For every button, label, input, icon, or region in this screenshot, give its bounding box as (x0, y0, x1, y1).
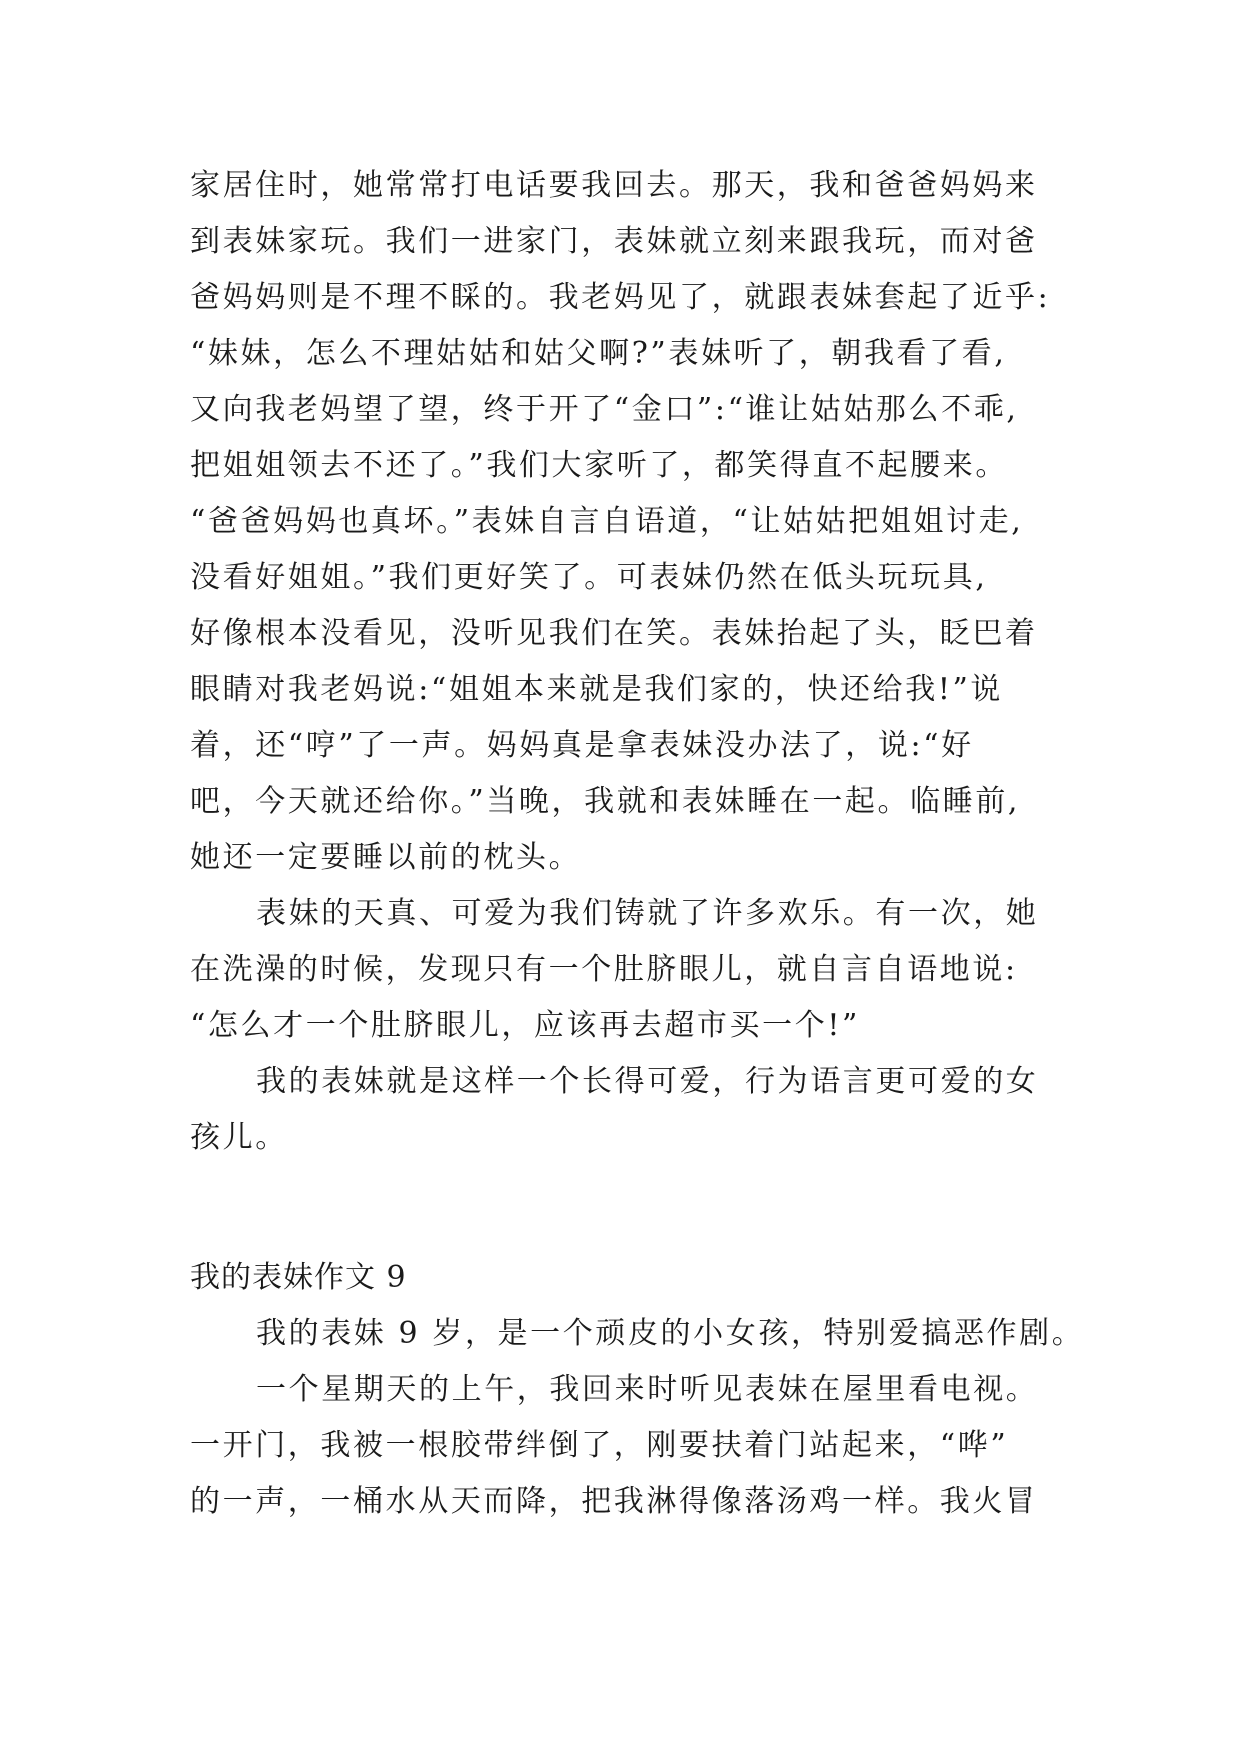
paragraph-line: “爸爸妈妈也真坏。”表妹自言自语道，“让姑姑把姐姐讨走, (190, 504, 1024, 539)
paragraph-line: 家居住时，她常常打电话要我回去。那天，我和爸爸妈妈来 (190, 168, 1038, 203)
paragraph-line: 把姐姐领去不还了。”我们大家听了，都笑得直不起腰来。 (190, 448, 1008, 483)
paragraph-line: 孩儿。 (190, 1120, 288, 1155)
paragraph-line: 到表妹家玩。我们一进家门，表妹就立刻来跟我玩，而对爸 (190, 224, 1038, 259)
section-title: 我的表妹作文 9 (190, 1260, 407, 1295)
paragraph-line: 她还一定要睡以前的枕头。 (190, 840, 582, 875)
paragraph-line: 一开门，我被一根胶带绊倒了，刚要扶着门站起来，“哗” (190, 1428, 1009, 1463)
paragraph-line: “妹妹，怎么不理姑姑和姑父啊?”表妹听了，朝我看了看, (190, 336, 1007, 371)
paragraph-line: 好像根本没看见，没听见我们在笑。表妹抬起了头，眨巴着 (190, 616, 1038, 651)
paragraph-line: 吧，今天就还给你。”当晚，我就和表妹睡在一起。临睡前, (190, 784, 1021, 819)
paragraph-line: 着，还“哼”了一声。妈妈真是拿表妹没办法了，说:“好 (190, 728, 974, 763)
paragraph-line: 一个星期天的上午，我回来时听见表妹在屋里看电视。 (256, 1372, 1039, 1407)
paragraph-line: 爸妈妈则是不理不睬的。我老妈见了，就跟表妹套起了近乎: (190, 280, 1051, 315)
paragraph-line: “怎么才一个肚脐眼儿，应该再去超市买一个!” (190, 1008, 860, 1043)
paragraph-line: 表妹的天真、可爱为我们铸就了许多欢乐。有一次，她 (256, 896, 1039, 931)
paragraph-line: 眼睛对我老妈说:“姐姐本来就是我们家的，快还给我!”说 (190, 672, 1004, 707)
paragraph-line: 我的表妹就是这样一个长得可爱，行为语言更可爱的女 (256, 1064, 1039, 1099)
paragraph-line: 没看好姐姐。”我们更好笑了。可表妹仍然在低头玩玩具, (190, 560, 988, 595)
paragraph-line: 的一声，一桶水从天而降，把我淋得像落汤鸡一样。我火冒 (190, 1484, 1038, 1519)
paragraph-line: 我的表妹 9 岁，是一个顽皮的小女孩，特别爱搞恶作剧。 (256, 1316, 1085, 1351)
paragraph-line: 又向我老妈望了望，终于开了“金口”:“谁让姑姑那么不乖, (190, 392, 1019, 427)
paragraph-line: 在洗澡的时候，发现只有一个肚脐眼儿，就自言自语地说: (190, 952, 1018, 987)
